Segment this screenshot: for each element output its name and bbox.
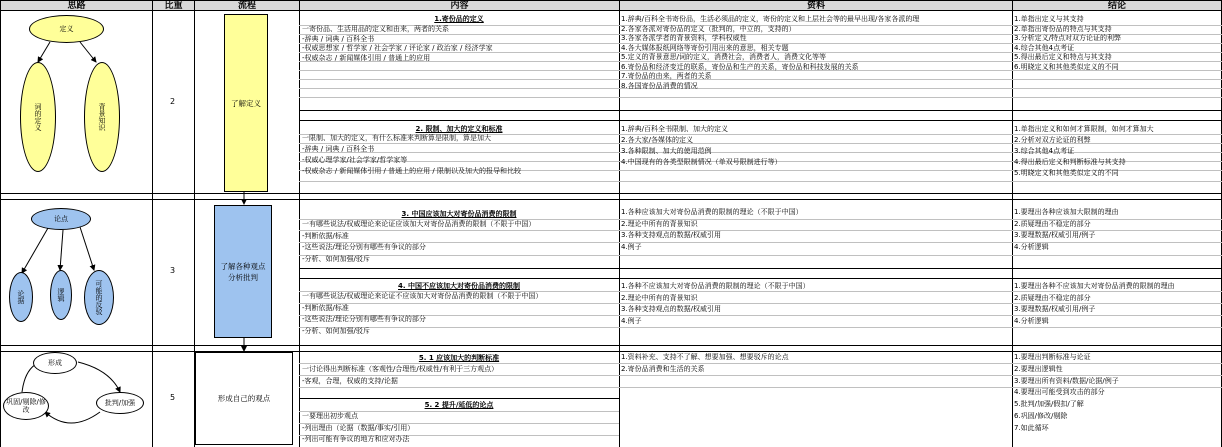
header-silu: 思路 <box>0 0 153 11</box>
content-line: -辞典 / 词典 / 百科全书 <box>302 34 375 43</box>
logic-label: 逻辑 <box>57 288 65 302</box>
content-line: 一有哪些说法/权威理论来论证应该加大对寄份品消费的限制（不限于中国） <box>302 220 536 228</box>
data-line: 4.例子 <box>621 316 642 325</box>
data-line: 3.各家各派学者的背景资料，学科权威性 <box>621 34 747 42</box>
data-line: 2.理论中所有的背景知识 <box>621 219 698 228</box>
content-line: 一要理出初步观点 <box>302 412 358 420</box>
data-line: 3.各种支持观点的数据/权威引用 <box>621 305 722 313</box>
conclusion-line: 7.如此循环 <box>1014 423 1049 432</box>
header-neirong: 内容 <box>299 0 620 11</box>
conclusion-line: 5.明晓定义和其他类似定义的不同 <box>1014 169 1119 177</box>
data-line: 5.定义的背景意思/词的定义，消费社会，消费者人，消费文化等等 <box>621 53 827 61</box>
conclusion-line: 1.单指出定义和如何才算限制，如何才算加大 <box>1014 125 1154 133</box>
conclusion-line: 1.单指出定义与其支持 <box>1014 15 1084 23</box>
s1a-title: 1.寄份品的定义 <box>434 15 484 23</box>
word-definition-label: 词的定义 <box>34 103 42 131</box>
conclusion-line: 2.要理出逻辑性 <box>1014 364 1063 373</box>
conclusion-line: 3.要理出所有资料/数据/论据/例子 <box>1014 376 1119 385</box>
conclusion-line: 4.要理出可能受到攻击的部分 <box>1014 388 1105 397</box>
conclusion-line: 3.要理数据/权威引用/例子 <box>1014 231 1096 239</box>
weight-s1: 2 <box>170 97 176 106</box>
conclusion-line: 6.巩固/修改/剔除 <box>1014 412 1068 420</box>
data-line: 1.各种不应该加大对寄份品消费的限制的理论（不限于中国） <box>621 282 810 290</box>
conclusion-line: 3.综合其他4点考证 <box>1014 147 1075 155</box>
definition-ellipse: 定义 <box>29 15 104 43</box>
header-jielun: 结论 <box>1012 0 1222 11</box>
content-line: 一有哪些说法/权威理论来论证不应该加大对寄份品消费的限制（不限于中国） <box>302 292 543 300</box>
conclusion-line: 5.批判/加强/假扣/了解 <box>1014 400 1084 409</box>
background-knowledge-label: 背景知识 <box>98 103 106 131</box>
data-line: 4.例子 <box>621 242 642 251</box>
conclusion-line: 3.要理数据/权威引用/例子 <box>1014 305 1096 313</box>
header-ziliao: 资料 <box>619 0 1013 11</box>
argument-ellipse: 论点 <box>31 208 91 230</box>
data-line: 1.辞典/百科全书寄份品，生活必须品的定义，寄份的定义和上层社会等的最早出现/各家各派的理 <box>621 15 920 23</box>
content-line: -分析、如何加强/驳斥 <box>302 326 370 335</box>
s2a-title: 3. 中国应该加大对寄份品消费的限制 <box>401 210 517 218</box>
s1b-title: 2. 限制、加大的定义和标准 <box>415 125 503 133</box>
flow-step-form-opinion: 形成自己的观点 <box>195 352 293 445</box>
rebuttal-ellipse <box>84 270 114 325</box>
content-line: -权威杂志 / 新闻媒体引用 / 普通上的应用 <box>302 53 431 62</box>
content-line: -判断依据/标准 <box>302 303 349 312</box>
conclusion-line: 1.要理出各种应该加大限制的理由 <box>1014 208 1119 216</box>
content-line: 一寄份品、生活用品的定义和由来，两者的关系 <box>302 25 449 33</box>
content-line: -这些说法/理论分别有哪些有争议的部分 <box>302 243 426 251</box>
conclusion-line: 2.单指出寄份品的特点与其支持 <box>1014 24 1112 33</box>
data-line: 3.各种限制、加大的使用范例 <box>621 147 712 155</box>
header-liucheng: 流程 <box>194 0 300 11</box>
conclusion-line: 4.分析逻辑 <box>1014 242 1049 251</box>
evidence-ellipse <box>9 272 33 322</box>
consolidate-ellipse: 巩固/剔除/修改 <box>3 392 49 420</box>
critique-ellipse: 批判/加强 <box>96 392 144 414</box>
s3a-title: 5. 1 应该加大的判断标准 <box>418 354 500 362</box>
content-line: -这些说法/理论分别有哪些有争议的部分 <box>302 315 426 323</box>
data-line: 3.各种支持观点的数据/权威引用 <box>621 231 722 239</box>
background-knowledge-ellipse <box>84 62 120 172</box>
content-line: -列出可能有争议的地方和应对办法 <box>302 435 410 443</box>
data-line: 1.资料补充、支持不了解、想要加强、想要驳斥的论点 <box>621 353 789 361</box>
weight-s3: 5 <box>170 393 176 402</box>
content-line: -列出理由（论据（数据/事实/引用） <box>302 423 415 432</box>
flow-step-understand-definition: 了解定义 <box>224 14 268 192</box>
flow-step-analyze-views-label: 了解各种观点 分析批判 <box>220 261 266 282</box>
conclusion-line: 1.要理出各种不应该加大对寄份品消费的限制的理由 <box>1014 282 1175 290</box>
form-ellipse: 形成 <box>33 352 77 374</box>
conclusion-line: 2.质疑理由不稳定的部分 <box>1014 219 1091 228</box>
weight-s2: 3 <box>170 266 176 275</box>
conclusion-line: 3.分析定义/特点对双方论证的利弊 <box>1014 34 1122 42</box>
content-line: -辞典 / 词典 / 百科全书 <box>302 145 375 153</box>
data-line: 2.理论中所有的背景知识 <box>621 293 698 302</box>
content-line: -权威思想家 / 哲学家 / 社会学家 / 评论家 / 政治家 / 经济学家 <box>302 44 493 52</box>
word-definition-ellipse <box>20 62 56 172</box>
conclusion-line: 4.综合其他4点考证 <box>1014 43 1075 52</box>
header-bizhong: 比重 <box>152 0 195 11</box>
s3b-title: 5. 2 提升/延低的论点 <box>424 401 494 409</box>
conclusion-line: 2.质疑理由不稳定的部分 <box>1014 293 1091 302</box>
content-line: -权威杂志 / 新闻媒体引用 / 普通上的应用 / 限制以及加大的报导和比较 <box>302 167 521 175</box>
data-line: 2.各大家/各媒体的定义 <box>621 136 694 144</box>
data-line: 7.寄份品的由来，两者的关系 <box>621 72 712 80</box>
conclusion-line: 2.分析对双方论证的利弊 <box>1014 136 1091 144</box>
data-line: 1.辞典/百科全书限制、加大的定义 <box>621 125 729 133</box>
s2b-title: 4. 中国不应该加大对寄份品消费的限制 <box>398 282 520 290</box>
data-line: 4.各大媒体报纸网络等寄份引用出来的意思，相关专题 <box>621 43 789 52</box>
data-line: 4.中国现有的各类型限制情况（单双号限制进行等） <box>621 158 782 166</box>
evidence-label: 论据 <box>17 290 25 304</box>
conclusion-line: 6.明晓定义和其他类似定义的不同 <box>1014 62 1119 71</box>
data-line: 8.各国寄份品消费的情况 <box>621 81 698 90</box>
content-line: 一讨论得出判断标准（客观性/合理性/权威性/有利于三方观点） <box>302 365 499 373</box>
data-line: 2.各家各派对寄份品的定义（批判的，中立的，支持的） <box>621 24 796 33</box>
content-line: 一限制、加大的定义，有什么标准来判断算是限制，算是加大 <box>302 134 491 142</box>
conclusion-line: 4.分析逻辑 <box>1014 316 1049 325</box>
logic-ellipse <box>50 270 72 320</box>
conclusion-line: 5.得出最后定义和特点与其支持 <box>1014 53 1112 61</box>
content-line: -分析、如何加强/驳斥 <box>302 254 370 263</box>
conclusion-line: 1.要理出判断标准与论证 <box>1014 353 1091 361</box>
content-line: -判断依据/标准 <box>302 231 349 240</box>
data-line: 1.各种应该加大对寄份品消费的限制的理论（不限于中国） <box>621 208 803 216</box>
content-line: -客观，合理，权威的支持/论据 <box>302 376 398 385</box>
rebuttal-label: 可能的反驳 <box>95 280 103 315</box>
data-line: 2.寄份品消费和生活的关系 <box>621 364 705 373</box>
conclusion-line: 4.得出最后定义和判断标准与其支持 <box>1014 158 1126 166</box>
data-line: 6.寄份品和经济变迁的联系，寄份品和生产的关系，寄份品和科技发展的关系 <box>621 62 859 71</box>
content-line: -权威心理学家/社会学家/哲学家等 <box>302 156 408 164</box>
